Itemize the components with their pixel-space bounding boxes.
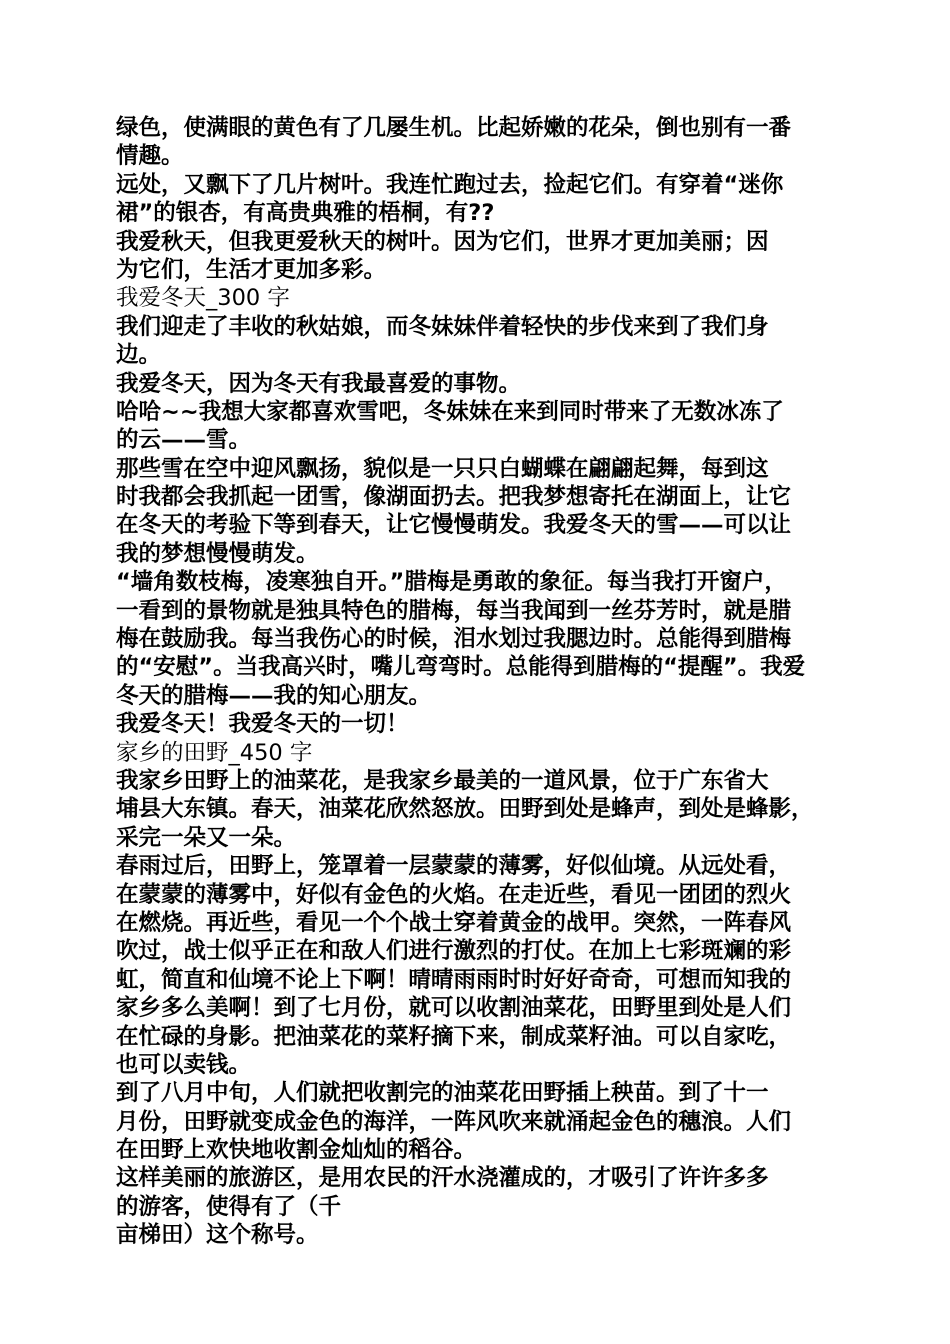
text-line: 我们迎走了丰收的秋姑娘，而冬妹妹伴着轻快的步伐来到了我们身	[116, 313, 769, 340]
text-line: 吹过，战士似乎正在和敌人们进行激烈的打仗。在加上七彩斑斓的彩	[116, 938, 792, 965]
text-line: 的游客，使得有了（千	[116, 1193, 342, 1220]
section-title: 家乡的田野_450 字	[116, 739, 313, 766]
text-line: 在燃烧。再近些，看见一个个战士穿着黄金的战甲。突然，一阵春风	[116, 909, 792, 936]
document-page	[116, 114, 856, 1250]
text-line: 边。	[116, 342, 162, 369]
text-line: 在田野上欢快地收割金灿灿的稻谷。	[116, 1137, 477, 1164]
text-line: 时我都会我抓起一团雪，像湖面扔去。把我梦想寄托在湖面上，让它	[116, 484, 792, 511]
text-line: 那些雪在空中迎风飘扬，貌似是一只只白蝴蝶在翩翩起舞，每到这	[116, 455, 769, 482]
section-title: 我爱冬天_300 字	[116, 285, 290, 312]
text-line: 哈哈~~我想大家都喜欢雪吧，冬妹妹在来到同时带来了无数冰冻了	[116, 398, 784, 425]
text-line: 春雨过后，田野上，笼罩着一层蒙蒙的薄雾，好似仙境。从远处看，	[116, 853, 792, 880]
text-line: 在忙碌的身影。把油菜花的菜籽摘下来，制成菜籽油。可以自家吃，	[116, 1023, 792, 1050]
text-line: 梅在鼓励我。每当我伤心的时候，泪水划过我腮边时。总能得到腊梅	[116, 626, 792, 653]
text-line: 虹，简直和仙境不论上下啊！晴晴雨雨时时好好奇奇，可想而知我的	[116, 966, 792, 993]
text-line: 我的梦想慢慢萌发。	[116, 540, 319, 567]
text-line: 月份，田野就变成金色的海洋，一阵风吹来就涌起金色的穗浪。人们	[116, 1108, 792, 1135]
text-line: “墙角数枝梅，凌寒独自开。”腊梅是勇敢的象征。每当我打开窗户，	[116, 569, 787, 596]
text-line: 我爱冬天，因为冬天有我最喜爱的事物。	[116, 370, 522, 397]
text-line: 亩梯田）这个称号。	[116, 1222, 319, 1249]
text-line: 我爱冬天！我爱冬天的一切！	[116, 711, 409, 738]
text-line: 裙”的银杏，有高贵典雅的梧桐，有??	[116, 200, 495, 227]
text-line: 冬天的腊梅——我的知心朋友。	[116, 682, 432, 709]
text-line: 远处，又飘下了几片树叶。我连忙跑过去，捡起它们。有穿着“迷你	[116, 171, 784, 198]
text-line: 家乡多么美啊！到了七月份，就可以收割油菜花，田野里到处是人们	[116, 995, 792, 1022]
text-line: 我家乡田野上的油菜花，是我家乡最美的一道风景，位于广东省大	[116, 767, 769, 794]
text-line: 也可以卖钱。	[116, 1051, 252, 1078]
text-line: 我爱秋天，但我更爱秋天的树叶。因为它们，世界才更加美丽；因	[116, 228, 769, 255]
text-line: 的“安慰”。当我高兴时，嘴儿弯弯时。总能得到腊梅的“提醒”。我爱	[116, 654, 806, 681]
text-line: 为它们，生活才更加多彩。	[116, 256, 387, 283]
text-line: 的云——雪。	[116, 427, 252, 454]
text-line: 这样美丽的旅游区，是用农民的汗水浇灌成的，才吸引了许许多多	[116, 1165, 769, 1192]
text-line: 情趣。	[116, 143, 184, 170]
text-line: 采完一朵又一朵。	[116, 824, 297, 851]
text-line: 绿色，使满眼的黄色有了几屡生机。比起娇嫩的花朵，倒也别有一番	[116, 115, 792, 141]
text-line: 埔县大东镇。春天，油菜花欣然怒放。田野到处是蜂声，到处是蜂影，	[116, 796, 814, 823]
text-line: 一看到的景物就是独具特色的腊梅，每当我闻到一丝芬芳时，就是腊	[116, 597, 792, 624]
text-line: 在冬天的考验下等到春天，让它慢慢萌发。我爱冬天的雪——可以让	[116, 512, 792, 539]
text-line: 在蒙蒙的薄雾中，好似有金色的火焰。在走近些，看见一团团的烈火	[116, 881, 792, 908]
text-line: 到了八月中旬，人们就把收割完的油菜花田野插上秧苗。到了十一	[116, 1080, 769, 1107]
